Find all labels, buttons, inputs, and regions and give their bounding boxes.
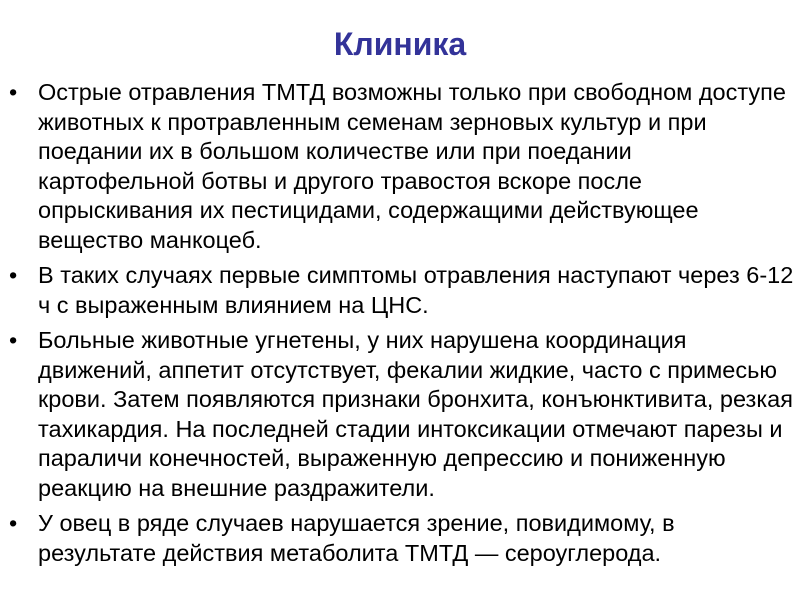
bullet-item (0, 261, 800, 320)
bullet-marker: • (9, 262, 18, 288)
bullet-text: В таких случаях первые симптомы отравления наступают через 6-12 ч с выраженным влиянием на ЦНС. (38, 262, 794, 318)
bullet-marker: • (9, 510, 18, 536)
bullet-text: Больные животные угнетены, у них нарушена координация движений, аппетит отсутствует, фекалии жидкие, часто с примесью крови. Затем появляются признаки бронхита, конъюнктивита, резкая тахикардия. На последней стадии интоксикации отмечают парезы и параличи конечностей, выраженную депрессию и пониженную реакцию на внешние раздражители. (38, 327, 793, 501)
slide-title: Клиника (333, 26, 467, 62)
bullet-list (0, 78, 800, 574)
bullet-item (0, 78, 800, 255)
bullet-text: Острые отравления ТМТД возможны только при свободном доступе животных к протравленным семенам зерновых культур и при поедании их в большом количестве или при поедании картофельной ботвы и другого травостоя вскоре после опрыскивания их пестицидами, содержащими действующее вещество манкоцеб. (38, 79, 786, 253)
bullet-text: У овец в ряде случаев нарушается зрение, повидимому, в результате действия метаболита ТМТД — сероуглерода. (38, 510, 675, 566)
bullet-item (0, 509, 800, 568)
bullet-marker: • (9, 327, 18, 353)
bullet-marker: • (9, 79, 18, 105)
bullet-item (0, 326, 800, 503)
